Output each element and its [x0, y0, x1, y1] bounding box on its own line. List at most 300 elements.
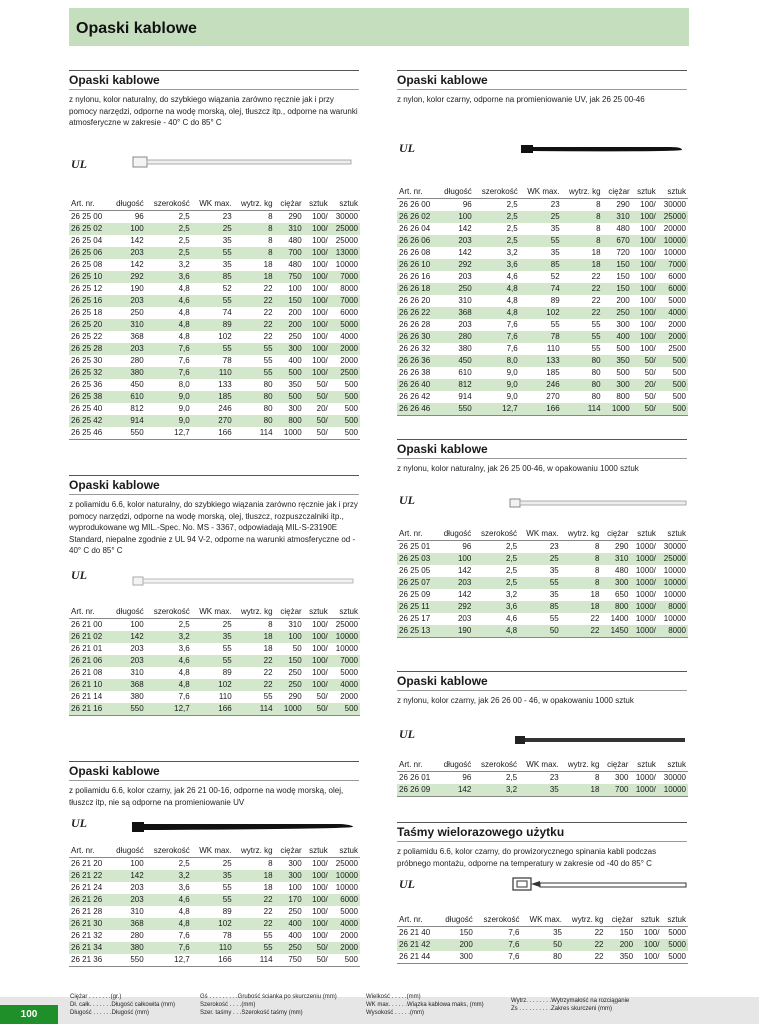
- table-cell: 26 21 36: [69, 954, 109, 967]
- ul-logo-icon: UL: [399, 493, 415, 507]
- table-cell: 26 25 09: [399, 589, 431, 599]
- table-row: [69, 882, 360, 894]
- table-cell: 12,7: [146, 703, 192, 716]
- table-cell: 22: [590, 613, 600, 623]
- table-cell: 300: [288, 858, 302, 868]
- column-header: sztuk: [304, 845, 330, 857]
- section-description: z poliamidu 6.6, kolor naturalny, do szybkiego wiązania zarówno ręcznie jak i przy pomocy narzędzi, odporne na wodę morską, olej, tłuszcz, rozpuszczalniki itp., wyprodukowane wg MIL.-Spec. No. MS - 3367, odpowiadają MIL-S-23190E Standard, niepalne zgodnie z UL 94 V-2, odporne na warunki atmosferyczne od - 40° C do 85° C: [69, 500, 358, 555]
- table-cell: 8: [234, 247, 275, 259]
- table-cell: 914: [109, 415, 145, 427]
- table-cell: 26 25 36: [71, 379, 103, 389]
- table-cell: 8: [596, 223, 601, 233]
- table-cell: 100/: [304, 679, 330, 691]
- table-cell: 22: [234, 655, 275, 667]
- column-header: długość: [109, 845, 145, 857]
- table-row: [397, 553, 688, 565]
- table-cell: 1000/: [635, 565, 656, 575]
- table-cell: 35: [549, 565, 559, 575]
- table-cell: 190: [130, 283, 144, 293]
- table-cell: 10000: [335, 882, 358, 892]
- table-cell: 2,5: [506, 199, 518, 209]
- table-cell: 26 25 08: [71, 259, 103, 269]
- table-cell: 142: [458, 223, 472, 233]
- table-cell: 22: [263, 667, 273, 677]
- table-cell: 26 26 00: [399, 199, 431, 209]
- table-cell: 25: [520, 211, 562, 223]
- table-cell: 50/: [304, 954, 330, 967]
- table-row: [397, 625, 688, 638]
- table-row: [69, 223, 360, 235]
- table-cell: 7,6: [474, 331, 520, 343]
- table-cell: 55: [192, 894, 234, 906]
- column-header: sztuk: [658, 186, 688, 198]
- table-cell: 50/: [316, 691, 328, 701]
- table-cell: 26 26 04: [399, 223, 431, 233]
- ul-logo-icon: UL: [399, 141, 415, 155]
- table-cell: 26 25 42: [69, 415, 109, 427]
- table-cell: 170: [275, 894, 304, 906]
- column-header: WK max.: [192, 845, 234, 857]
- table-cell: 190: [437, 625, 473, 638]
- table-row: [69, 667, 360, 679]
- table-cell: 22: [263, 906, 273, 916]
- table-cell: 2,5: [505, 772, 518, 782]
- table-cell: 50/: [632, 355, 658, 367]
- table-cell: 55: [562, 331, 603, 343]
- column-header: długość: [109, 198, 145, 210]
- column-header: wytrz. kg: [234, 845, 275, 857]
- table-cell: 500: [616, 367, 630, 377]
- table-cell: 22: [234, 295, 275, 307]
- section-title: Opaski kablowe: [69, 478, 359, 495]
- table-cell: 100/: [304, 271, 330, 283]
- table-cell: 18: [562, 259, 603, 271]
- table-cell: 78: [222, 930, 232, 940]
- table-cell: 9,0: [146, 415, 192, 427]
- table-cell: 6000: [330, 894, 360, 906]
- table-cell: 4,8: [178, 331, 190, 341]
- table-cell: 96: [462, 199, 472, 209]
- table-cell: 80: [263, 403, 273, 413]
- table-cell: 292: [109, 271, 145, 283]
- table-cell: 203: [437, 235, 473, 247]
- table-cell: 26 21 01: [71, 643, 103, 653]
- table-cell: 80: [562, 355, 603, 367]
- table-cell: 89: [222, 667, 232, 677]
- table-row: [69, 271, 360, 283]
- table-cell: 150: [275, 655, 304, 667]
- table-cell: 20/: [632, 379, 658, 391]
- table-cell: 150: [619, 927, 634, 937]
- table-cell: 2,5: [146, 223, 192, 235]
- table-cell: 100: [437, 553, 473, 565]
- table-row: [69, 679, 360, 691]
- table-cell: 3,2: [178, 259, 190, 269]
- page-number: 100: [0, 1005, 58, 1024]
- table-cell: 300: [616, 319, 630, 329]
- table-cell: 368: [130, 331, 144, 341]
- table-cell: 290: [288, 211, 302, 221]
- table-cell: 2,5: [473, 577, 519, 589]
- table-cell: 22: [234, 319, 275, 331]
- table-cell: 300: [288, 403, 302, 413]
- table-cell: 400: [288, 355, 302, 365]
- table-cell: 350: [288, 379, 302, 389]
- table-cell: 26 26 32: [399, 343, 431, 353]
- table-cell: 55: [263, 355, 273, 365]
- table-row: [69, 703, 360, 716]
- table-cell: 26 26 09: [397, 784, 437, 797]
- table-cell: 102: [192, 918, 234, 930]
- table-cell: 800: [275, 415, 304, 427]
- table-row: [397, 589, 688, 601]
- table-cell: 6000: [658, 283, 688, 295]
- table-cell: 400: [275, 918, 304, 930]
- section-title: Opaski kablowe: [69, 73, 359, 90]
- table-cell: 85: [192, 271, 234, 283]
- table-cell: 5000: [668, 927, 686, 937]
- table-cell: 8,0: [178, 379, 190, 389]
- table-cell: 100/: [304, 343, 330, 355]
- table-cell: 102: [192, 679, 234, 691]
- table-cell: 20000: [663, 223, 686, 233]
- table-row: [397, 319, 688, 331]
- table-cell: 150: [459, 927, 473, 937]
- section-title: Opaski kablowe: [397, 442, 687, 459]
- table-cell: 100/: [312, 619, 328, 629]
- table-cell: 4,8: [506, 295, 518, 305]
- table-cell: 550: [109, 427, 145, 440]
- table-cell: 100: [130, 858, 144, 868]
- table-cell: 310: [109, 319, 145, 331]
- section-title: Opaski kablowe: [397, 73, 687, 90]
- table-cell: 3,6: [474, 259, 520, 271]
- table-cell: 292: [437, 259, 473, 271]
- table-cell: 55: [234, 367, 275, 379]
- table-cell: 100/: [640, 199, 656, 209]
- table-cell: 100/: [312, 930, 328, 940]
- table-row: [397, 565, 688, 577]
- column-header: długość: [109, 606, 145, 618]
- table-cell: 480: [288, 259, 302, 269]
- cable-tie-black-icon: [520, 143, 685, 155]
- column-header: ciężar: [275, 198, 304, 210]
- table-cell: 100/: [312, 283, 328, 293]
- table-cell: 4,8: [178, 906, 190, 916]
- table-cell: 500: [275, 367, 304, 379]
- table-cell: 18: [263, 882, 273, 892]
- table-cell: 23: [550, 199, 560, 209]
- table-cell: 35: [192, 631, 234, 643]
- table-header-row: [397, 528, 688, 540]
- table-cell: 100/: [312, 307, 328, 317]
- table-cell: 100/: [632, 211, 658, 223]
- table-cell: 4,6: [146, 295, 192, 307]
- table-row: [69, 942, 360, 954]
- table-row: [397, 939, 688, 951]
- table-cell: 7,6: [146, 343, 192, 355]
- table-cell: 26 26 28: [399, 319, 431, 329]
- table-cell: 1000/: [635, 589, 656, 599]
- table-cell: 1000: [603, 403, 632, 416]
- table-cell: 1000: [275, 703, 304, 716]
- table-cell: 800: [601, 601, 630, 613]
- table-cell: 100/: [304, 655, 330, 667]
- section-s3: [397, 439, 687, 475]
- table-cell: 8: [594, 565, 600, 575]
- table-cell: 114: [562, 403, 603, 416]
- table-cell: 246: [218, 403, 232, 413]
- table-cell: 100/: [312, 211, 328, 221]
- table-row: [69, 857, 360, 870]
- table-row: [397, 403, 688, 416]
- table-cell: 400: [288, 930, 302, 940]
- table-row: [397, 355, 688, 367]
- table-cell: 100/: [312, 331, 328, 341]
- table-cell: 26 25 00: [71, 211, 103, 221]
- table-cell: 18: [234, 271, 275, 283]
- table-cell: 10000: [658, 784, 688, 797]
- table-cell: 50/: [304, 427, 330, 440]
- table-row: [397, 235, 688, 247]
- table-cell: 3,6: [178, 643, 190, 653]
- table-cell: 4,6: [146, 894, 192, 906]
- column-header: szerokość: [473, 528, 519, 540]
- spec-table-s5: [397, 759, 688, 797]
- table-cell: 1000/: [630, 601, 657, 613]
- table-cell: 203: [109, 247, 145, 259]
- table-cell: 55: [234, 343, 275, 355]
- table-cell: 2,5: [505, 541, 518, 551]
- table-cell: 55: [222, 882, 232, 892]
- table-cell: 6000: [340, 307, 358, 317]
- table-cell: 50/: [304, 703, 330, 716]
- table-cell: 26 26 10: [397, 259, 437, 271]
- table-cell: 96: [462, 541, 472, 551]
- table-row: [69, 870, 360, 882]
- table-cell: 26 25 01: [399, 541, 431, 551]
- table-cell: 100/: [312, 858, 328, 868]
- table-cell: 18: [561, 601, 602, 613]
- table-cell: 26 26 38: [399, 367, 431, 377]
- table-cell: 2,5: [474, 211, 520, 223]
- table-cell: 500: [658, 379, 688, 391]
- ul-logo-icon: UL: [399, 727, 415, 741]
- table-cell: 8: [562, 211, 603, 223]
- section-title: Taśmy wielorazowego użytku: [397, 825, 687, 842]
- table-cell: 26 25 03: [397, 553, 437, 565]
- table-cell: 142: [457, 565, 472, 575]
- table-row: [69, 295, 360, 307]
- table-cell: 9,0: [146, 391, 192, 403]
- legend-entry: Wielkość . . . . .(mm): [366, 994, 421, 1000]
- table-cell: 142: [109, 631, 145, 643]
- table-cell: 250: [437, 283, 473, 295]
- table-cell: 100/: [640, 271, 656, 281]
- table-cell: 26 26 16: [399, 271, 431, 281]
- table-cell: 100/: [312, 355, 328, 365]
- table-cell: 100/: [632, 307, 658, 319]
- table-cell: 23: [222, 211, 232, 221]
- section-description: z nylonu, kolor czarny, jak 26 26 00 - 46, w opakowaniu 1000 sztuk: [397, 696, 634, 705]
- table-cell: 700: [275, 247, 304, 259]
- table-cell: 55: [222, 643, 232, 653]
- column-header: ciężar: [275, 606, 304, 618]
- table-cell: 700: [601, 784, 630, 797]
- table-cell: 300: [275, 870, 304, 882]
- table-cell: 26 26 22: [397, 307, 437, 319]
- table-cell: 100/: [304, 918, 330, 930]
- table-cell: 4,6: [506, 271, 518, 281]
- table-cell: 110: [192, 367, 234, 379]
- table-cell: 1000/: [635, 541, 656, 551]
- table-cell: 114: [234, 703, 275, 716]
- table-cell: 310: [130, 667, 144, 677]
- table-cell: 5000: [340, 906, 358, 916]
- table-cell: 78: [520, 331, 562, 343]
- table-cell: 185: [192, 391, 234, 403]
- table-cell: 26 25 04: [71, 235, 103, 245]
- table-cell: 52: [550, 271, 560, 281]
- table-cell: 50/: [632, 403, 658, 416]
- table-cell: 55: [192, 343, 234, 355]
- table-cell: 8000: [658, 625, 688, 638]
- table-cell: 350: [603, 355, 632, 367]
- table-cell: 35: [553, 927, 562, 937]
- table-cell: 4,6: [146, 655, 192, 667]
- table-cell: 26 21 08: [71, 667, 103, 677]
- column-header: sztuk: [330, 198, 360, 210]
- table-cell: 1000/: [630, 577, 657, 589]
- table-cell: 368: [109, 918, 145, 930]
- table-cell: 290: [615, 541, 629, 551]
- table-cell: 4,8: [473, 625, 519, 638]
- table-cell: 250: [288, 331, 302, 341]
- table-cell: 26 21 24: [71, 882, 103, 892]
- table-cell: 50: [521, 939, 564, 951]
- table-cell: 26 25 30: [71, 355, 103, 365]
- table-cell: 380: [109, 942, 145, 954]
- column-header: sztuk: [304, 198, 330, 210]
- table-row: [69, 691, 360, 703]
- table-cell: 26 21 10: [69, 679, 109, 691]
- table-cell: 200: [275, 319, 304, 331]
- table-cell: 2,5: [178, 619, 190, 629]
- table-cell: 7,6: [508, 927, 520, 937]
- table-cell: 2,5: [146, 247, 192, 259]
- table-cell: 114: [234, 954, 275, 967]
- table-cell: 80: [591, 367, 601, 377]
- table-cell: 914: [458, 391, 472, 401]
- column-header: szerokość: [146, 606, 192, 618]
- table-cell: 26 21 06: [69, 655, 109, 667]
- table-row: [397, 307, 688, 319]
- table-header-row: [69, 845, 360, 857]
- table-cell: 500: [330, 427, 360, 440]
- column-header: Art. nr.: [69, 845, 109, 857]
- table-cell: 3,2: [505, 589, 518, 599]
- table-row: [69, 319, 360, 331]
- reusable-tie-icon: [512, 875, 688, 895]
- table-cell: 380: [130, 691, 144, 701]
- column-header: wytrz. kg: [561, 759, 602, 771]
- column-header: sztuk: [630, 759, 657, 771]
- table-row: [69, 930, 360, 942]
- table-cell: 150: [616, 271, 630, 281]
- table-cell: 89: [222, 906, 232, 916]
- table-row: [397, 613, 688, 625]
- table-cell: 85: [519, 601, 561, 613]
- column-header: długość: [438, 914, 475, 926]
- table-cell: 102: [520, 307, 562, 319]
- table-cell: 22: [263, 283, 273, 293]
- table-row: [397, 540, 688, 553]
- table-cell: 8,0: [474, 355, 520, 367]
- table-cell: 100: [288, 283, 302, 293]
- column-header: Art. nr.: [69, 606, 109, 618]
- table-cell: 4,8: [474, 283, 520, 295]
- ul-logo-icon: UL: [71, 816, 87, 830]
- table-cell: 8000: [658, 601, 688, 613]
- table-cell: 368: [437, 307, 473, 319]
- table-cell: 35: [192, 870, 234, 882]
- table-cell: 142: [130, 259, 144, 269]
- table-row: [69, 643, 360, 655]
- table-cell: 18: [561, 784, 602, 797]
- table-cell: 22: [561, 625, 602, 638]
- table-cell: 80: [234, 391, 275, 403]
- table-row: [69, 427, 360, 440]
- table-row: [69, 379, 360, 391]
- table-row: [397, 331, 688, 343]
- table-cell: 203: [437, 577, 473, 589]
- table-cell: 500: [344, 403, 358, 413]
- table-cell: 25000: [330, 223, 360, 235]
- table-cell: 55: [591, 319, 601, 329]
- table-cell: 550: [437, 403, 473, 416]
- table-cell: 80: [234, 415, 275, 427]
- table-cell: 18: [234, 631, 275, 643]
- table-cell: 500: [275, 391, 304, 403]
- table-row: [69, 307, 360, 319]
- table-cell: 368: [109, 679, 145, 691]
- table-cell: 142: [437, 784, 473, 797]
- table-cell: 500: [330, 391, 360, 403]
- spec-table-s3: [397, 528, 688, 638]
- table-cell: 3,2: [473, 784, 519, 797]
- column-header: WK max.: [520, 186, 562, 198]
- table-cell: 1000/: [630, 625, 657, 638]
- table-cell: 100/: [635, 951, 661, 964]
- table-cell: 26 21 02: [69, 631, 109, 643]
- table-cell: 12,7: [146, 427, 192, 440]
- table-cell: 26 25 17: [399, 613, 431, 623]
- table-cell: 30000: [663, 199, 686, 209]
- table-cell: 13000: [330, 247, 360, 259]
- table-header-row: [69, 606, 360, 618]
- column-header: ciężar: [605, 914, 635, 926]
- table-cell: 10000: [330, 631, 360, 643]
- table-cell: 35: [222, 259, 232, 269]
- table-cell: 5000: [661, 939, 688, 951]
- table-header-row: [397, 186, 688, 198]
- table-cell: 310: [601, 553, 630, 565]
- table-cell: 500: [344, 379, 358, 389]
- table-cell: 4,8: [146, 319, 192, 331]
- table-cell: 55: [192, 655, 234, 667]
- table-cell: 250: [288, 667, 302, 677]
- table-cell: 26 21 40: [399, 927, 431, 937]
